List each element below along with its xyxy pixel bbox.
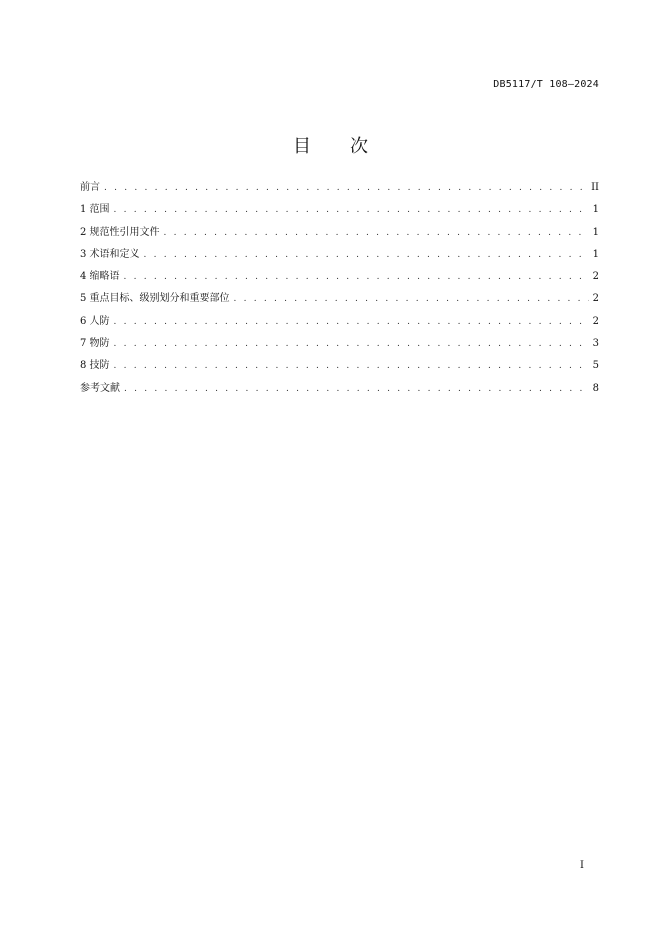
toc-entry-label: 参考文献: [80, 382, 120, 394]
toc-entry-key-targets[interactable]: [80, 291, 599, 313]
toc-dot-leader: [114, 358, 589, 374]
page-title: 目 次: [293, 136, 369, 157]
toc-entry-abbreviations[interactable]: [80, 269, 599, 291]
page-number: I: [580, 860, 584, 871]
toc-entry-physical-defense[interactable]: [80, 336, 599, 358]
toc-entry-label: 3 术语和定义: [80, 248, 140, 260]
toc-entry-page: 2: [592, 315, 599, 327]
toc-entry-label: 8 技防: [80, 360, 110, 372]
toc-entry-label: 4 缩略语: [80, 271, 120, 283]
toc-entry-page: 1: [592, 248, 599, 260]
toc-dot-leader: [164, 225, 589, 241]
toc-dot-leader: [124, 269, 589, 285]
document-code: DB5117/T 108—2024: [493, 79, 599, 90]
toc-entry-label: 2 规范性引用文件: [80, 226, 160, 238]
toc-entry-label: 前言: [80, 182, 100, 193]
toc-entry-page: 2: [592, 271, 599, 283]
toc-dot-leader: [104, 180, 587, 196]
toc-entry-personnel-defense[interactable]: [80, 314, 599, 336]
toc-entry-terms-definitions[interactable]: [80, 247, 599, 269]
toc-entry-foreword[interactable]: [80, 180, 599, 202]
toc-entry-page: 8: [592, 382, 599, 394]
toc-dot-leader: [234, 291, 589, 307]
toc-entry-label: 1 范围: [80, 204, 110, 216]
toc-entry-label: 7 物防: [80, 338, 110, 350]
toc-entry-normative-references[interactable]: [80, 225, 599, 247]
toc-entry-page: II: [591, 182, 599, 193]
toc-entry-page: 5: [592, 360, 599, 372]
toc-dot-leader: [114, 202, 589, 218]
toc-entry-scope[interactable]: [80, 202, 599, 224]
toc-dot-leader: [144, 247, 589, 263]
toc-dot-leader: [124, 381, 589, 397]
toc-entry-page: 1: [592, 226, 599, 238]
toc-entry-page: 1: [592, 204, 599, 216]
toc-dot-leader: [114, 336, 589, 352]
toc-entry-technical-defense[interactable]: [80, 358, 599, 380]
table-of-contents: [80, 180, 599, 403]
toc-entry-page: 2: [592, 293, 599, 305]
toc-entry-label: 5 重点目标、级别划分和重要部位: [80, 293, 230, 305]
toc-entry-label: 6 人防: [80, 315, 110, 327]
toc-dot-leader: [114, 314, 589, 330]
toc-entry-page: 3: [592, 338, 599, 350]
toc-entry-bibliography[interactable]: [80, 381, 599, 403]
